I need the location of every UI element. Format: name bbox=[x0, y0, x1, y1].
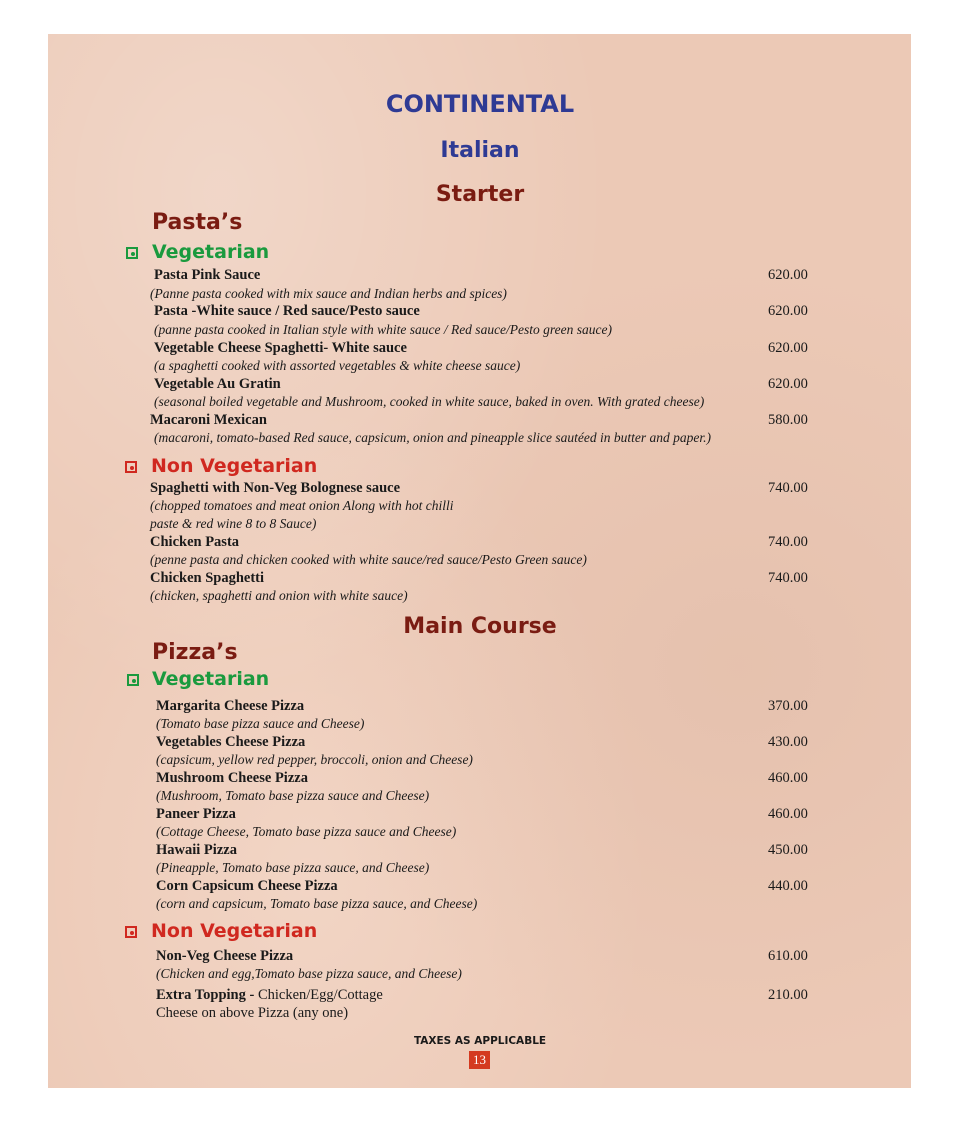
menu-item-description: (Pineapple, Tomato base pizza sauce, and Cheese) bbox=[156, 860, 430, 875]
category-title-pizzas: Pizza’s bbox=[152, 640, 238, 665]
menu-item-name: Margarita Cheese Pizza bbox=[156, 698, 305, 714]
menu-item-description-continued: paste & red wine 8 to 8 Sauce) bbox=[150, 516, 317, 531]
menu-item-name: Vegetables Cheese Pizza bbox=[156, 734, 306, 750]
menu-item-description: (panne pasta cooked in Italian style with white sauce / Red sauce/Pesto green sauce) bbox=[154, 322, 613, 337]
menu-item-price: 740.00 bbox=[768, 570, 808, 586]
non-vegetarian-label: Non Vegetarian bbox=[151, 455, 318, 477]
menu-item-price: 450.00 bbox=[768, 842, 808, 858]
menu-item-name: Non-Veg Cheese Pizza bbox=[156, 948, 294, 964]
extra-topping-label: Extra Topping - bbox=[156, 987, 255, 1003]
course-title-main-course: Main Course bbox=[403, 614, 557, 639]
menu-item-description: (Chicken and egg,Tomato base pizza sauce, and Cheese) bbox=[156, 966, 462, 981]
menu-item-description: (a spaghetti cooked with assorted vegetables & white cheese sauce) bbox=[154, 358, 521, 373]
menu-item-price: 620.00 bbox=[768, 376, 808, 392]
menu-item-description: (corn and capsicum, Tomato base pizza sauce, and Cheese) bbox=[156, 896, 478, 911]
menu-item-price: 580.00 bbox=[768, 412, 808, 428]
page-number: 13 bbox=[469, 1051, 490, 1069]
menu-item-description: (penne pasta and chicken cooked with white sauce/red sauce/Pesto Green sauce) bbox=[150, 552, 587, 567]
menu-item-price: 620.00 bbox=[768, 267, 808, 283]
non-vegetarian-label: Non Vegetarian bbox=[151, 920, 318, 942]
menu-item-price: 620.00 bbox=[768, 303, 808, 319]
menu-item-price: 740.00 bbox=[768, 480, 808, 496]
menu-item-name: Macaroni Mexican bbox=[150, 412, 267, 428]
vegetarian-label: Vegetarian bbox=[152, 668, 270, 690]
menu-item-price: 740.00 bbox=[768, 534, 808, 550]
menu-item-name: Vegetable Cheese Spaghetti- White sauce bbox=[154, 340, 407, 356]
menu-item-description: (chicken, spaghetti and onion with white sauce) bbox=[150, 588, 408, 603]
menu-item-description: (Mushroom, Tomato base pizza sauce and Cheese) bbox=[156, 788, 430, 803]
menu-item-description: (seasonal boiled vegetable and Mushroom, cooked in white sauce, baked in oven. With grated cheese) bbox=[154, 394, 705, 409]
category-title-pastas: Pasta’s bbox=[152, 210, 243, 235]
menu-item-price: 460.00 bbox=[768, 770, 808, 786]
menu-item-price: 440.00 bbox=[768, 878, 808, 894]
course-title-starter: Starter bbox=[435, 182, 525, 207]
non-veg-symbol-icon bbox=[125, 461, 137, 473]
menu-item-name: Mushroom Cheese Pizza bbox=[156, 770, 308, 786]
extra-topping-price: 210.00 bbox=[768, 987, 808, 1003]
menu-item-description: (capsicum, yellow red pepper, broccoli, onion and Cheese) bbox=[156, 752, 473, 767]
menu-item-name: Pasta -White sauce / Red sauce/Pesto sauce bbox=[154, 303, 420, 319]
menu-item-name: Paneer Pizza bbox=[156, 806, 236, 822]
taxes-note: TAXES AS APPLICABLE bbox=[413, 1035, 547, 1047]
extra-topping-options: Chicken/Egg/Cottage bbox=[254, 987, 383, 1003]
menu-item-name: Vegetable Au Gratin bbox=[154, 376, 281, 392]
menu-item-name: Pasta Pink Sauce bbox=[154, 267, 261, 283]
menu-item-price: 370.00 bbox=[768, 698, 808, 714]
menu-item-price: 610.00 bbox=[768, 948, 808, 964]
menu-item-name: Spaghetti with Non-Veg Bolognese sauce bbox=[150, 480, 401, 496]
section-title-continental: CONTINENTAL bbox=[385, 90, 575, 118]
menu-item-description: (Tomato base pizza sauce and Cheese) bbox=[156, 716, 365, 731]
menu-item-name: Corn Capsicum Cheese Pizza bbox=[156, 878, 338, 894]
extra-topping-note: Cheese on above Pizza (any one) bbox=[156, 1005, 349, 1021]
menu-item-price: 620.00 bbox=[768, 340, 808, 356]
subsection-title-italian: Italian bbox=[440, 138, 520, 163]
menu-item-description: (macaroni, tomato-based Red sauce, capsicum, onion and pineapple slice sautéed in butter and paper.) bbox=[154, 430, 712, 445]
non-veg-symbol-icon bbox=[125, 926, 137, 938]
menu-item-description: (chopped tomatoes and meat onion Along with hot chilli bbox=[150, 498, 454, 513]
veg-symbol-icon bbox=[126, 247, 138, 259]
menu-item-name: Chicken Pasta bbox=[150, 534, 240, 550]
extra-topping-line bbox=[156, 987, 383, 1004]
menu-item-price: 430.00 bbox=[768, 734, 808, 750]
veg-symbol-icon bbox=[127, 674, 139, 686]
menu-item-name: Hawaii Pizza bbox=[156, 842, 237, 858]
menu-item-description: (Cottage Cheese, Tomato base pizza sauce and Cheese) bbox=[156, 824, 457, 839]
menu-item-name: Chicken Spaghetti bbox=[150, 570, 265, 586]
menu-item-price: 460.00 bbox=[768, 806, 808, 822]
menu-item-description: (Panne pasta cooked with mix sauce and Indian herbs and spices) bbox=[150, 286, 507, 301]
vegetarian-label: Vegetarian bbox=[152, 241, 270, 263]
